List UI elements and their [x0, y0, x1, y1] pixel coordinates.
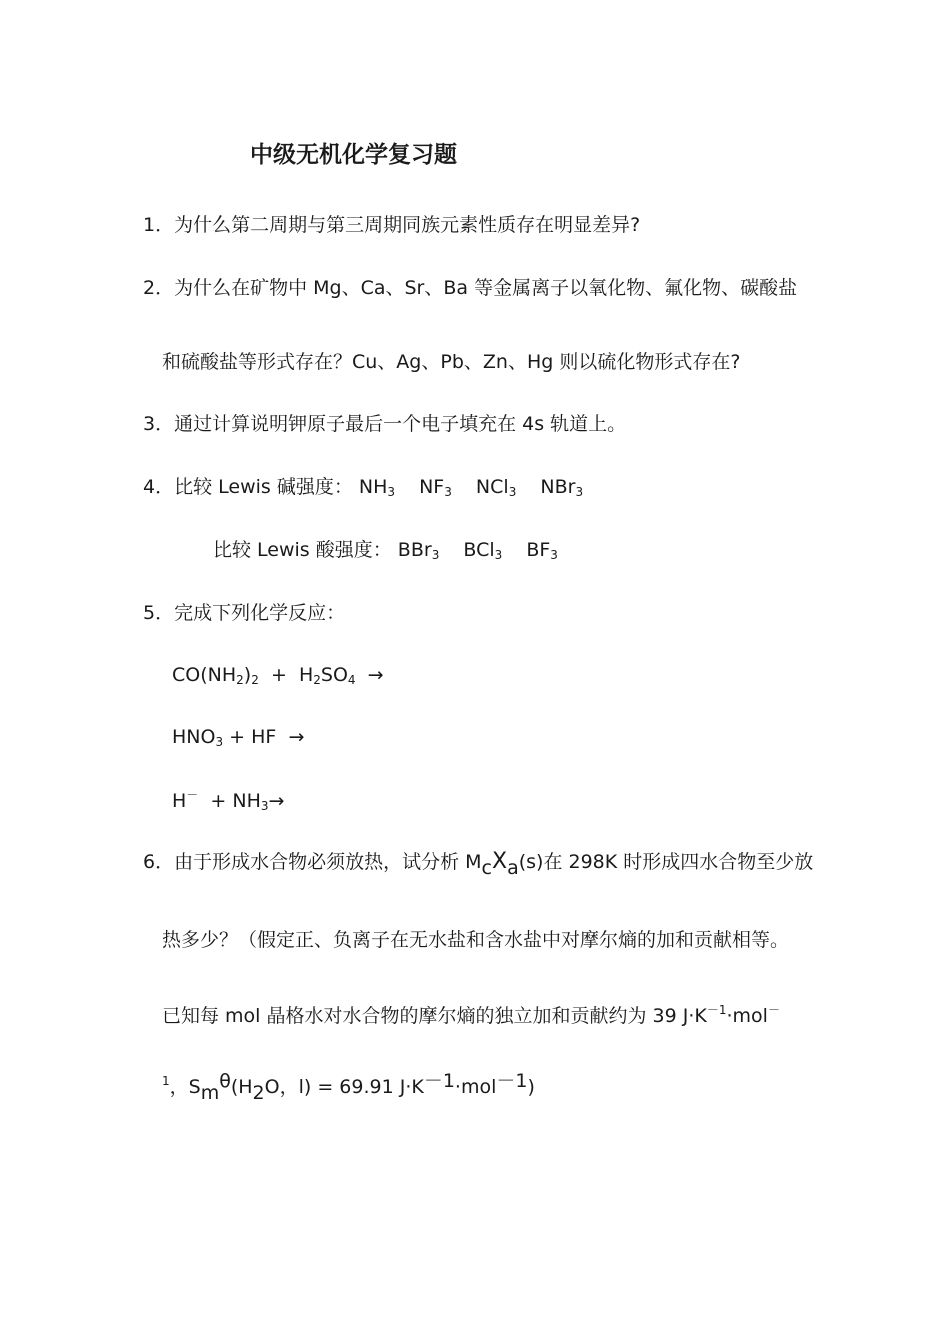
formula-nf3: $NF_3$ — [419, 476, 452, 499]
formula-bcl3: BCl$_3$ — [463, 539, 503, 562]
question-number: 3． — [143, 413, 175, 435]
reaction-arrow: → — [288, 726, 305, 748]
question-6-line-1: 6．由于形成水合物必须放热，试分析 McXa(s)在 298K 时形成四水合物至少放 — [143, 849, 814, 879]
reaction-arrow: → — [268, 790, 285, 812]
page-title: 中级无机化学复习题 — [250, 142, 457, 168]
question-number: 2． — [143, 277, 175, 299]
question-number: 4． — [143, 476, 175, 498]
question-text: 为什么第二周期与第三周期同族元素性质存在明显差异? — [174, 214, 641, 236]
question-text: 和硫酸盐等形式存在？Cu、Ag、Pb、Zn、Hg 则以硫化物形式存在? — [162, 351, 741, 373]
plus-sign: + — [210, 790, 227, 812]
question-text: 为什么在矿物中 Mg、Ca、Sr、Ba 等金属离子以氧化物、氟化物、碳酸盐 — [174, 277, 798, 299]
question-2-line-1 — [143, 275, 797, 301]
question-text: 完成下列化学反应： — [174, 602, 346, 624]
question-3 — [143, 411, 626, 437]
formula-bf3: $BF_3$ — [526, 539, 558, 562]
formula-ncl3: NCl$_3$ — [475, 476, 517, 499]
acid-label: 比较 Lewis 酸强度： — [213, 539, 392, 561]
question-6-line-3: 已知每 mol 晶格水对水合物的摩尔熵的独立加和贡献约为 39 $J\cdot K^{-1}\cdot mol^-$ — [162, 1003, 780, 1027]
plus-sign: + — [270, 664, 287, 686]
question-number: 5． — [143, 602, 175, 624]
question-6-line-4: $^1$，Smθ(H2O，l) = 69.91 J·K－1·mol－1) — [162, 1070, 535, 1104]
question-6-line-2: 热多少？（假定正、负离子在无水盐和含水盐中对摩尔熵的加和贡献相等。 — [162, 929, 790, 951]
reaction-arrow: → — [367, 664, 384, 686]
reaction-3: $H^- + NH_3\to$ — [172, 788, 285, 813]
question-2-line-2 — [162, 349, 740, 375]
reaction-2: $HNO_3$ + HF → — [172, 726, 305, 749]
plus-sign: + — [229, 726, 246, 748]
formula-nh3: $NH_3$ — [358, 476, 396, 499]
question-number: 6． — [143, 851, 175, 873]
question-4-acids — [213, 537, 558, 563]
formula-bbr3: BBr$_3$ — [397, 539, 440, 562]
base-label: 比较 Lewis 碱强度： — [174, 476, 353, 498]
reaction-1: $CO(NH_2)_2 + H_2SO_4$ → — [172, 664, 384, 687]
question-number: 1． — [143, 214, 175, 236]
question-4-bases — [143, 474, 583, 500]
formula-nbr3: NBr$_3$ — [540, 476, 584, 499]
question-1 — [143, 212, 640, 238]
question-text: 通过计算说明钾原子最后一个电子填充在 4s 轨道上。 — [174, 413, 627, 435]
question-5 — [143, 600, 345, 626]
